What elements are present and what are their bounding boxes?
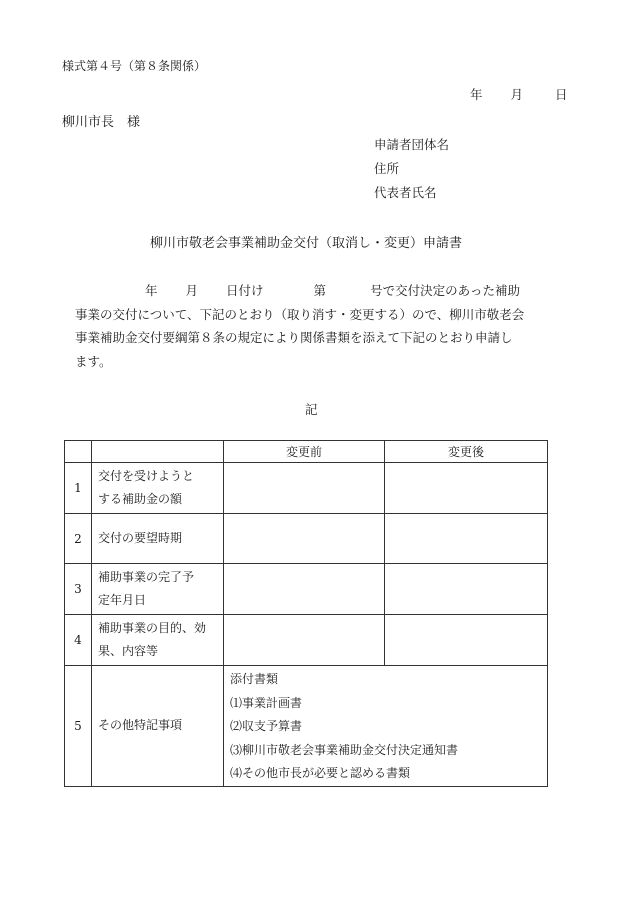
row-label xyxy=(92,666,224,787)
after-cell[interactable] xyxy=(385,615,548,666)
table-header-row xyxy=(65,441,548,463)
body-line-2: 事業の交付について、下記のとおり（取り消す・変更する）ので、柳川市敬老会 xyxy=(75,306,525,322)
attachment-item: ⑶柳川市敬老会事業補助金交付決定通知書 xyxy=(230,742,459,757)
header-before: 変更前 xyxy=(224,441,385,463)
form-number: 様式第４号（第８条関係） xyxy=(62,59,207,73)
row-number: 4 xyxy=(65,615,92,666)
attachments-cell xyxy=(224,666,548,787)
body-line-4: ます。 xyxy=(75,353,112,369)
table-row xyxy=(65,514,548,564)
body-line-3: 事業補助金交付要綱第８条の規定により関係書類を添えて下記のとおり申請し xyxy=(75,330,513,345)
addressee: 柳川市長 様 xyxy=(62,115,141,130)
row-label-line: 交付を受けようと xyxy=(98,469,195,483)
items-table xyxy=(64,440,548,787)
row-label-line: する補助金の額 xyxy=(98,492,183,506)
row-label-line: 果、内容等 xyxy=(98,644,159,658)
body-month: 月 xyxy=(185,283,199,298)
table-row xyxy=(65,666,548,787)
row-number: 3 xyxy=(65,564,92,615)
after-cell[interactable] xyxy=(385,564,548,615)
row-label-line: 交付の要望時期 xyxy=(98,531,183,545)
table-row xyxy=(65,615,548,666)
header-item xyxy=(92,441,224,463)
header-after: 変更後 xyxy=(385,441,548,463)
row-label-line: 補助事業の完了予 xyxy=(98,570,195,584)
body-year: 年 xyxy=(145,283,158,298)
document-title: 柳川市敬老会事業補助金交付（取消し・変更）申請書 xyxy=(150,236,463,251)
before-cell[interactable] xyxy=(224,615,385,666)
row-number: 2 xyxy=(65,514,92,564)
attachment-item: ⑷その他市長が必要と認める書類 xyxy=(230,766,411,780)
date-year: 年 xyxy=(470,87,483,102)
before-cell[interactable] xyxy=(224,463,385,514)
row-label xyxy=(92,615,224,666)
before-cell[interactable] xyxy=(224,514,385,564)
applicant-representative-label: 代表者氏名 xyxy=(374,185,437,200)
table-row xyxy=(65,564,548,615)
attachments-heading: 添付書類 xyxy=(230,672,279,686)
ki-heading: 記 xyxy=(305,402,318,417)
row-number: 5 xyxy=(65,666,92,787)
row-label-line: 補助事業の目的、効 xyxy=(98,621,207,635)
body-paragraph xyxy=(75,279,575,373)
header-no xyxy=(65,441,92,463)
body-line-1-rest: 号で交付決定のあった補助 xyxy=(370,283,520,298)
after-cell[interactable] xyxy=(385,514,548,564)
row-label xyxy=(92,463,224,514)
row-label xyxy=(92,514,224,564)
after-cell[interactable] xyxy=(385,463,548,514)
body-line-1 xyxy=(75,279,575,303)
attachment-item: ⑴事業計画書 xyxy=(230,695,303,710)
applicant-org-name-label: 申請者団体名 xyxy=(374,137,450,152)
date-day: 日 xyxy=(555,87,568,102)
attachment-item: ⑵収支予算書 xyxy=(230,719,303,733)
row-number: 1 xyxy=(65,463,92,514)
date-month: 月 xyxy=(510,87,524,102)
table-row xyxy=(65,463,548,514)
row-label-line: 定年月日 xyxy=(98,593,147,607)
date-line xyxy=(470,85,568,103)
applicant-address-label: 住所 xyxy=(374,161,400,176)
row-label xyxy=(92,564,224,615)
row-label-line: その他特記事項 xyxy=(98,718,183,733)
body-dated: 日付け xyxy=(226,283,264,298)
before-cell[interactable] xyxy=(224,564,385,615)
body-no: 第 xyxy=(313,283,327,298)
